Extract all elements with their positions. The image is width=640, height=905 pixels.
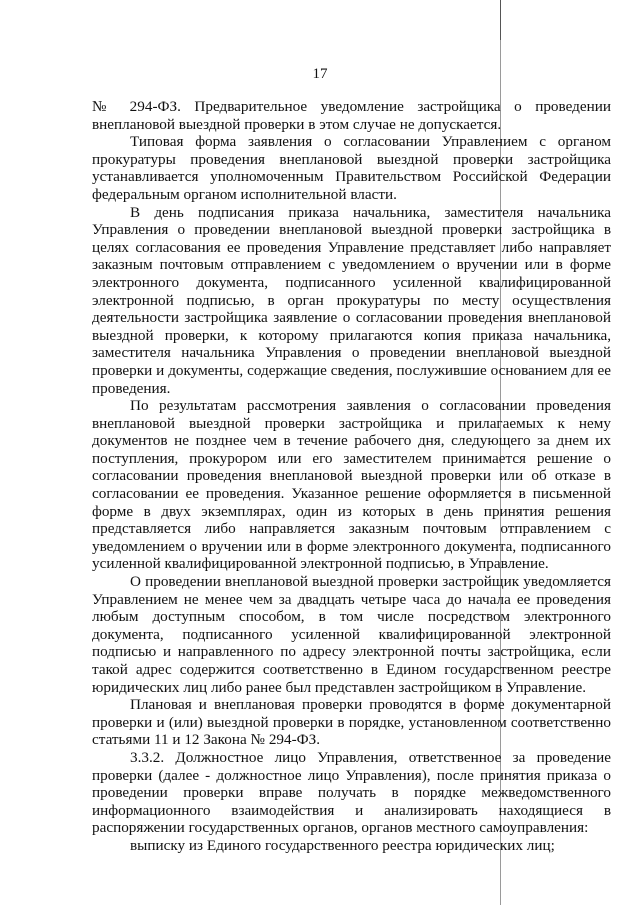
paragraph: В день подписания приказа начальника, заместителя начальника Управления о проведении внеплановой выездной проверки застройщика в целях согласования ее проведения Управление представляет либо направляет заказным почтовым отправлением с уведомлением о вручении или в форме электронного документа, подписанного усиленной квалифицированной электронной подписью, в орган прокуратуры по месту осуществления деятельности застройщика заявление о согласовании проведения внеплановой выездной проверки, к которому прилагаются копия приказа начальника, заместителя начальника Управления о проведении внеплановой выездной проверки и документы, содержащие сведения, послужившие основанием для ее проведения.: [92, 203, 611, 397]
paragraph: № 294-ФЗ. Предварительное уведомление застройщика о проведении внеплановой выездной проверки в этом случае не допускается.: [92, 98, 611, 133]
paragraph: Плановая и внеплановая проверки проводятся в форме документарной проверки и (или) выездной проверки в порядке, установленном соответственно статьями 11 и 12 Закона № 294-ФЗ.: [92, 696, 611, 749]
document-body: [92, 98, 611, 855]
paragraph: По результатам рассмотрения заявления о согласовании проведения внеплановой выездной проверки застройщика и прилагаемых к нему документов не позднее чем в течение рабочего дня, следующего за днем их поступления, прокурором или его заместителем принимается решение о согласовании проведения внеплановой выездной проверки или об отказе в согласовании ее проведения. Указанное решение оформляется в письменной форме в двух экземплярах, один из которых в день принятия решения представляется либо направляется заказным почтовым отправлением с уведомлением о вручении или в форме электронного документа, подписанного усиленной квалифицированной электронной подписью, в Управление.: [92, 397, 611, 573]
scan-artifact-line-top: [500, 0, 501, 40]
paragraph: 3.3.2. Должностное лицо Управления, ответственное за проведение проверки (далее - должностное лицо Управления), после принятия приказа о проведении проверки вправе получать в порядке межведомственного информационного взаимодействия и анализировать находящиеся в распоряжении государственных органов, органов местного самоуправления:: [92, 748, 611, 837]
paragraph: выписку из Единого государственного реестра юридических лиц;: [130, 836, 555, 854]
page-number: 17: [312, 66, 328, 82]
paragraph: Типовая форма заявления о согласовании Управлением с органом прокуратуры проведения внеплановой выездной проверки застройщика устанавливается уполномоченным Правительством Российской Федерации федеральным органом исполнительной власти.: [92, 133, 611, 203]
paragraph: О проведении внеплановой выездной проверки застройщик уведомляется Управлением не менее чем за двадцать четыре часа до начала ее проведения любым доступным способом, в том числе посредством электронного документа, подписанного усиленной квалифицированной электронной подписью и направленного по адресу электронной почты застройщика, если такой адрес содержится соответственно в Едином государственном реестре юридических лиц либо ранее был представлен застройщиком в Управление.: [92, 573, 611, 696]
